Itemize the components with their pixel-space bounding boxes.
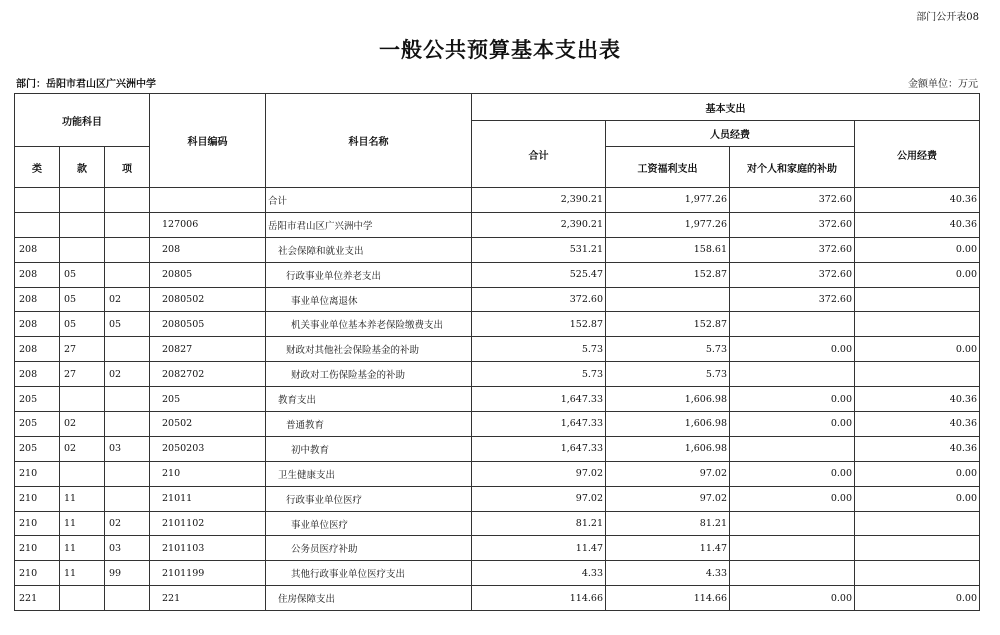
header-public: 公用经费 bbox=[855, 121, 980, 188]
cell-lei: 210 bbox=[15, 561, 60, 586]
cell-subsidy bbox=[730, 561, 855, 586]
cell-code: 20805 bbox=[150, 262, 266, 287]
cell-xiang: 05 bbox=[105, 312, 150, 337]
form-number: 部门公开表08 bbox=[916, 12, 979, 23]
cell-salary: 1,606.98 bbox=[606, 436, 730, 461]
cell-total: 2,390.21 bbox=[472, 188, 606, 213]
cell-subsidy: 0.00 bbox=[730, 387, 855, 412]
cell-total: 114.66 bbox=[472, 586, 606, 611]
header-subsidy: 对个人和家庭的补助 bbox=[730, 147, 855, 188]
table-row bbox=[15, 237, 980, 262]
header-name: 科目名称 bbox=[266, 94, 472, 188]
header-basic: 基本支出 bbox=[472, 94, 980, 121]
cell-xiang bbox=[105, 337, 150, 362]
cell-lei: 210 bbox=[15, 486, 60, 511]
cell-code bbox=[150, 188, 266, 213]
cell-kuan: 05 bbox=[60, 312, 105, 337]
cell-xiang bbox=[105, 412, 150, 437]
cell-lei: 205 bbox=[15, 412, 60, 437]
cell-public: 0.00 bbox=[855, 461, 980, 486]
cell-kuan bbox=[60, 586, 105, 611]
cell-xiang: 02 bbox=[105, 511, 150, 536]
cell-name: 卫生健康支出 bbox=[266, 461, 472, 486]
cell-xiang: 03 bbox=[105, 436, 150, 461]
header-total: 合计 bbox=[472, 121, 606, 188]
cell-public bbox=[855, 287, 980, 312]
cell-name: 普通教育 bbox=[266, 412, 472, 437]
table-row bbox=[15, 586, 980, 611]
header-kuan: 款 bbox=[60, 147, 105, 188]
cell-subsidy bbox=[730, 536, 855, 561]
cell-salary: 11.47 bbox=[606, 536, 730, 561]
cell-lei: 205 bbox=[15, 387, 60, 412]
cell-salary: 97.02 bbox=[606, 486, 730, 511]
cell-kuan: 11 bbox=[60, 486, 105, 511]
cell-name: 机关事业单位基本养老保险缴费支出 bbox=[266, 312, 472, 337]
cell-public bbox=[855, 536, 980, 561]
cell-total: 531.21 bbox=[472, 237, 606, 262]
cell-code: 127006 bbox=[150, 212, 266, 237]
table-row bbox=[15, 262, 980, 287]
cell-total: 97.02 bbox=[472, 486, 606, 511]
cell-code: 2080502 bbox=[150, 287, 266, 312]
cell-subsidy: 372.60 bbox=[730, 212, 855, 237]
cell-public bbox=[855, 312, 980, 337]
cell-name: 事业单位离退休 bbox=[266, 287, 472, 312]
cell-lei: 221 bbox=[15, 586, 60, 611]
table-row bbox=[15, 536, 980, 561]
cell-lei: 208 bbox=[15, 362, 60, 387]
header-code: 科目编码 bbox=[150, 94, 266, 188]
cell-code: 21011 bbox=[150, 486, 266, 511]
cell-lei: 208 bbox=[15, 237, 60, 262]
cell-xiang bbox=[105, 237, 150, 262]
cell-lei: 210 bbox=[15, 536, 60, 561]
cell-xiang bbox=[105, 387, 150, 412]
cell-name: 公务员医疗补助 bbox=[266, 536, 472, 561]
cell-kuan: 05 bbox=[60, 262, 105, 287]
cell-total: 5.73 bbox=[472, 362, 606, 387]
cell-total: 11.47 bbox=[472, 536, 606, 561]
cell-public: 0.00 bbox=[855, 237, 980, 262]
cell-name: 行政事业单位养老支出 bbox=[266, 262, 472, 287]
cell-public: 40.36 bbox=[855, 412, 980, 437]
cell-subsidy bbox=[730, 362, 855, 387]
cell-kuan: 27 bbox=[60, 337, 105, 362]
cell-salary: 152.87 bbox=[606, 312, 730, 337]
cell-salary: 114.66 bbox=[606, 586, 730, 611]
cell-name: 财政对其他社会保险基金的补助 bbox=[266, 337, 472, 362]
header-personnel: 人员经费 bbox=[606, 121, 855, 147]
cell-salary: 158.61 bbox=[606, 237, 730, 262]
cell-lei bbox=[15, 212, 60, 237]
cell-code: 208 bbox=[150, 237, 266, 262]
table-row bbox=[15, 511, 980, 536]
cell-code: 2101199 bbox=[150, 561, 266, 586]
cell-kuan bbox=[60, 461, 105, 486]
cell-subsidy: 0.00 bbox=[730, 337, 855, 362]
table-row bbox=[15, 461, 980, 486]
cell-lei: 210 bbox=[15, 461, 60, 486]
cell-total: 2,390.21 bbox=[472, 212, 606, 237]
cell-name: 社会保障和就业支出 bbox=[266, 237, 472, 262]
cell-xiang: 99 bbox=[105, 561, 150, 586]
cell-kuan: 11 bbox=[60, 511, 105, 536]
cell-subsidy bbox=[730, 436, 855, 461]
budget-table bbox=[14, 93, 980, 611]
amount-unit-label: 金额单位：万元 bbox=[908, 79, 978, 90]
header-func-subject: 功能科目 bbox=[15, 94, 150, 147]
cell-xiang bbox=[105, 188, 150, 213]
cell-total: 152.87 bbox=[472, 312, 606, 337]
cell-name: 财政对工伤保险基金的补助 bbox=[266, 362, 472, 387]
cell-subsidy: 372.60 bbox=[730, 287, 855, 312]
cell-public bbox=[855, 511, 980, 536]
table-row bbox=[15, 436, 980, 461]
cell-kuan bbox=[60, 237, 105, 262]
page-title: 一般公共预算基本支出表 bbox=[379, 37, 621, 62]
cell-public: 0.00 bbox=[855, 337, 980, 362]
header-salary: 工资福利支出 bbox=[606, 147, 730, 188]
cell-lei: 208 bbox=[15, 287, 60, 312]
cell-code: 2101103 bbox=[150, 536, 266, 561]
cell-name: 事业单位医疗 bbox=[266, 511, 472, 536]
cell-total: 4.33 bbox=[472, 561, 606, 586]
table-row bbox=[15, 312, 980, 337]
header-lei: 类 bbox=[15, 147, 60, 188]
cell-public: 40.36 bbox=[855, 387, 980, 412]
cell-kuan: 11 bbox=[60, 561, 105, 586]
table-row bbox=[15, 412, 980, 437]
cell-salary bbox=[606, 287, 730, 312]
cell-salary: 1,977.26 bbox=[606, 188, 730, 213]
cell-total: 525.47 bbox=[472, 262, 606, 287]
cell-xiang: 02 bbox=[105, 287, 150, 312]
cell-total: 372.60 bbox=[472, 287, 606, 312]
cell-public: 0.00 bbox=[855, 586, 980, 611]
cell-xiang bbox=[105, 461, 150, 486]
department-label: 部门：岳阳市君山区广兴洲中学 bbox=[16, 79, 156, 90]
cell-salary: 1,606.98 bbox=[606, 412, 730, 437]
cell-public: 40.36 bbox=[855, 436, 980, 461]
table-row bbox=[15, 212, 980, 237]
cell-xiang bbox=[105, 586, 150, 611]
cell-code: 2080505 bbox=[150, 312, 266, 337]
table-row bbox=[15, 337, 980, 362]
cell-salary: 81.21 bbox=[606, 511, 730, 536]
cell-public: 40.36 bbox=[855, 188, 980, 213]
cell-kuan: 11 bbox=[60, 536, 105, 561]
cell-total: 1,647.33 bbox=[472, 436, 606, 461]
cell-subsidy: 0.00 bbox=[730, 586, 855, 611]
cell-public: 0.00 bbox=[855, 262, 980, 287]
cell-total: 97.02 bbox=[472, 461, 606, 486]
cell-salary: 4.33 bbox=[606, 561, 730, 586]
cell-kuan bbox=[60, 188, 105, 213]
cell-lei: 208 bbox=[15, 312, 60, 337]
cell-xiang: 02 bbox=[105, 362, 150, 387]
table-row bbox=[15, 387, 980, 412]
cell-total: 1,647.33 bbox=[472, 412, 606, 437]
cell-subsidy: 372.60 bbox=[730, 262, 855, 287]
cell-subsidy: 0.00 bbox=[730, 412, 855, 437]
cell-xiang bbox=[105, 262, 150, 287]
cell-lei: 208 bbox=[15, 337, 60, 362]
cell-xiang bbox=[105, 486, 150, 511]
cell-kuan bbox=[60, 387, 105, 412]
cell-name: 教育支出 bbox=[266, 387, 472, 412]
cell-kuan bbox=[60, 212, 105, 237]
cell-subsidy: 372.60 bbox=[730, 188, 855, 213]
table-row bbox=[15, 188, 980, 213]
cell-kuan: 27 bbox=[60, 362, 105, 387]
cell-subsidy: 372.60 bbox=[730, 237, 855, 262]
cell-public: 40.36 bbox=[855, 212, 980, 237]
cell-code: 2101102 bbox=[150, 511, 266, 536]
cell-subsidy: 0.00 bbox=[730, 461, 855, 486]
cell-public bbox=[855, 362, 980, 387]
cell-subsidy bbox=[730, 511, 855, 536]
cell-public: 0.00 bbox=[855, 486, 980, 511]
cell-salary: 5.73 bbox=[606, 362, 730, 387]
cell-salary: 152.87 bbox=[606, 262, 730, 287]
cell-total: 81.21 bbox=[472, 511, 606, 536]
cell-name: 合计 bbox=[266, 188, 472, 213]
cell-lei: 208 bbox=[15, 262, 60, 287]
cell-salary: 1,977.26 bbox=[606, 212, 730, 237]
table-row bbox=[15, 561, 980, 586]
cell-total: 5.73 bbox=[472, 337, 606, 362]
cell-code: 2050203 bbox=[150, 436, 266, 461]
cell-salary: 1,606.98 bbox=[606, 387, 730, 412]
cell-salary: 97.02 bbox=[606, 461, 730, 486]
cell-code: 221 bbox=[150, 586, 266, 611]
cell-name: 岳阳市君山区广兴洲中学 bbox=[266, 212, 472, 237]
table-row bbox=[15, 486, 980, 511]
cell-code: 205 bbox=[150, 387, 266, 412]
cell-name: 住房保障支出 bbox=[266, 586, 472, 611]
table-row bbox=[15, 362, 980, 387]
cell-name: 其他行政事业单位医疗支出 bbox=[266, 561, 472, 586]
cell-name: 初中教育 bbox=[266, 436, 472, 461]
cell-kuan: 05 bbox=[60, 287, 105, 312]
cell-xiang: 03 bbox=[105, 536, 150, 561]
cell-total: 1,647.33 bbox=[472, 387, 606, 412]
table-row bbox=[15, 287, 980, 312]
cell-code: 2082702 bbox=[150, 362, 266, 387]
cell-code: 210 bbox=[150, 461, 266, 486]
cell-kuan: 02 bbox=[60, 412, 105, 437]
cell-name: 行政事业单位医疗 bbox=[266, 486, 472, 511]
cell-public bbox=[855, 561, 980, 586]
cell-salary: 5.73 bbox=[606, 337, 730, 362]
cell-subsidy bbox=[730, 312, 855, 337]
cell-lei bbox=[15, 188, 60, 213]
cell-xiang bbox=[105, 212, 150, 237]
cell-code: 20502 bbox=[150, 412, 266, 437]
cell-lei: 205 bbox=[15, 436, 60, 461]
cell-lei: 210 bbox=[15, 511, 60, 536]
cell-kuan: 02 bbox=[60, 436, 105, 461]
cell-code: 20827 bbox=[150, 337, 266, 362]
header-xiang: 项 bbox=[105, 147, 150, 188]
cell-subsidy: 0.00 bbox=[730, 486, 855, 511]
